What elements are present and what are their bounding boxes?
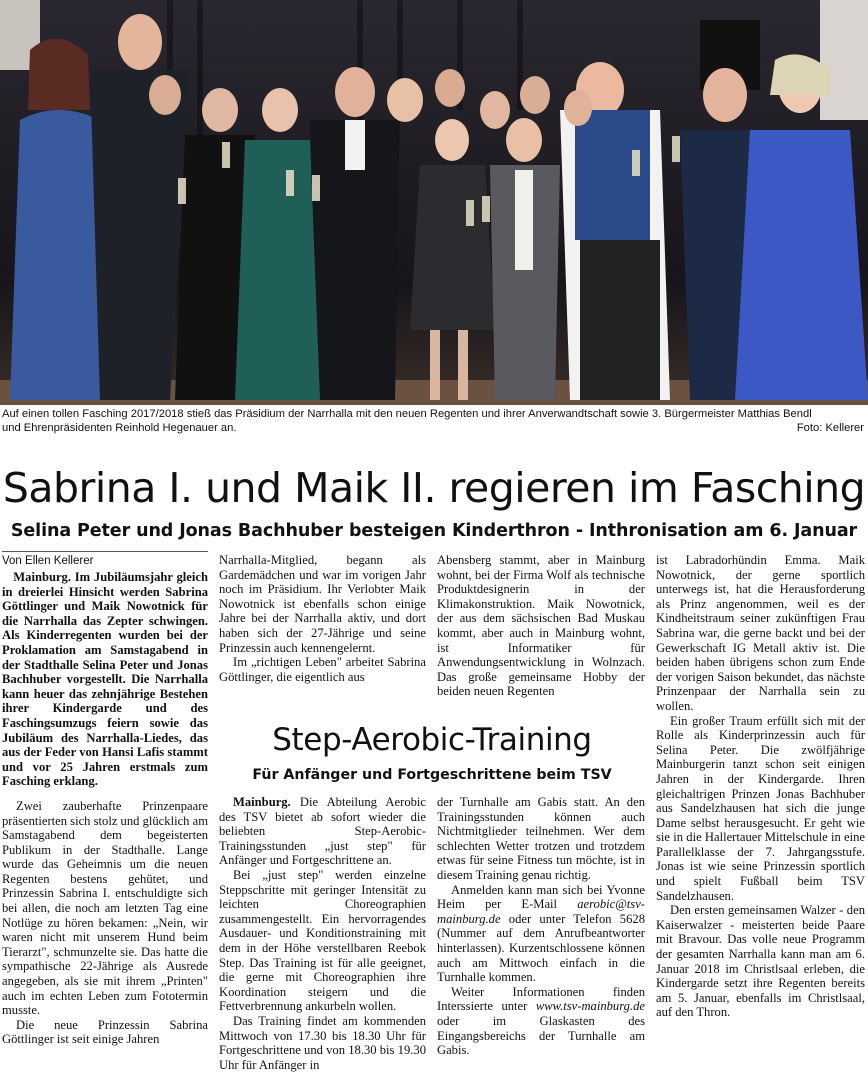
paragraph [437,985,645,1058]
caption-line-1: Auf einen tollen Fasching 2017/2018 stieß das Präsidium der Narrhalla mit den neuen Regenten und ihrer Anverwandtschaft sowie 3. Bürgermeister Matthias Bendl [2,408,812,420]
lead-place: Mainburg. [13,570,71,584]
headline: Sabrina I. und Maik II. regieren im Fasching [2,464,866,512]
box-lead-place: Mainburg. [233,795,291,809]
text-run: Weiter Informationen finden Interssierte unter [437,984,645,1014]
text-run: oder im Glaskasten des Eingangsbereichs der Turnhalle am Gabis. [437,1013,645,1058]
paragraph: Im „richtigen Leben" arbeitet Sabrina Göttlinger, die eigentlich aus [219,655,426,684]
article-column-4 [656,553,865,1020]
paragraph: Bei „just step" werden einzelne Steppschritte mit geringer Intensität zu leichten Choreographien zusammengestellt. Ein hervorragendes Ausdauer- und Konditionstraining mit dem in der Höhe verstellbaren Reebok Step. Das Training ist für alle geeignet, die gerne mit Choreographien ihre Koordination steigern und die Fettverbrennung ankurbeln wollen. [219,867,426,1014]
box-headline: Step-Aerobic-Training [272,722,592,758]
paragraph: ist Labradorhündin Emma. Maik Nowotnick, der gerne sportlich unterwegs ist, hat die Herausforderung als Prinz angenommen, weil es der Kindheitstraum seiner zukünftigen Frau Sabrina war, die gerne backt und bei der Gewerkschaft IG Metall aktiv ist. Die beiden haben übrigens schon zum Ende der vorigen Saison bekundet, das nächste Prinzenpaar der Narrhalla sein zu wollen. [656,553,865,713]
paragraph: Abensberg stammt, aber in Mainburg wohnt, bei der Firma Wolf als technische Produktdesignerin in der Klimakonstruktion. Maik Nowotnick, der aus dem sächsischen Bad Muskau kommt, aber auch in Mainburg wohnt, ist Informatiker für Anwendungsentwicklung in Wolnzach. Das große gemeinsame Hobby der beiden neuen Regenten [437,553,645,699]
box-column-1 [219,795,426,1072]
group-photo-illustration [0,0,868,405]
paragraph: Ein großer Traum erfüllt sich mit der Rolle als Kinderprinzessin auch für Selina Peter. Die zwölfjährige Mainburgerin tanzt schon seit einigen Jahren in der Kindergarde. Ihren gleichaltrigen Prinzen Jonas Bachhuber aus Sandelzhausen hat sich die junge Dame selbst herausgesucht. Er geht wie sie in die Hallertauer Mittelschule in eine Parallelklasse der 7. Jahrgangsstufe. Jonas ist wie seine Prinzessin sportlich und spielt Fußball beim TSV Sandelzhausen. [656,713,865,903]
byline: Von Ellen Kellerer [2,555,94,567]
paragraph [437,883,645,985]
text-run: oder unter Telefon 5628 (Nummer auf dem Anrufbeantworter hinterlassen). Kurzentschlossene können auch am Mittwoch einfach in die Turnhalle kommen. [437,911,645,985]
paragraph: der Turnhalle am Gabis statt. An den Trainingsstunden können auch Nichtmitglieder teilnehmen. Wer dem schlechten Wetter trotzen und trotzdem etwas für seine Fitness tun möchte, ist in diesem Training genau richtig. [437,795,645,882]
article-column-1 [2,570,208,1047]
photo-credit: Foto: Kellerer [796,422,864,434]
paragraph: Den ersten gemeinsamen Walzer - den Kaiserwalzer - meisterten beide Paare mit Bravour. Das volle neue Programm der gesamten Narrhalla kann man am 6. Januar 2018 im Christlsaal erleben, die Kindergarde setzt ihre Regenten bereits am 5. Januar, ebenfalls im Christlsaal, auf den Thron. [656,903,865,1020]
email-link[interactable]: aerobic@tsv-mainburg.de [437,897,645,926]
text-run: Anmelden kann man sich bei Yvonne Heim per E-Mail [437,882,645,912]
caption-line-2: und Ehrenpräsidenten Reinhold Hegenauer an. [2,422,237,434]
box-column-2 [437,795,645,1058]
paragraph [219,795,426,868]
box-subheadline: Für Anfänger und Fortgeschrittene beim TSV [252,767,612,783]
lead-paragraph [2,570,208,789]
box-lead-text: Die Abteilung Aerobic des TSV bietet ab sofort wieder die beliebten Step-Aerobic-Trainingsstunden „just step" für Anfänger und Fortgeschrittene an. [219,795,426,868]
photo-caption [2,407,866,435]
subheadline: Selina Peter und Jonas Bachhuber besteigen Kinderthron - Inthronisation am 6. Januar [10,521,858,541]
paragraph: Zwei zauberhafte Prinzenpaare präsentierten sich stolz und glücklich am Samstagabend dem begeisterten Publikum in der Stadthalle. Lange wurde das Geheimnis um die neuen Regenten bestens gehütet, und Prinzessin Sabrina I. entschuldigte sich bei allen, die noch am letzten Tag eine Notlüge zu hören bekamen: „Nein, wir waren nicht mit unserem Hund beim Tierarzt", schmunzelte sie. Das hatte die sympathische 22-Jährige als Ausrede angegeben, als sie mit ihrem „Printen" auch im echten Leben zum Fototermin musste. [2,798,208,1018]
article-column-2 [219,553,426,684]
byline-divider [2,551,208,552]
paragraph: Narrhalla-Mitglied, begann als Gardemädchen und war im vorigen Jahr noch im Präsidium. Ihr Verlobter Maik Nowotnick ist ebenfalls schon einige Jahre bei der Narrhalla aktiv, und dort haben sich der 27-Jährige und seine Prinzessin auch kennengelernt. [219,553,426,655]
paragraph: Das Training findet am kommenden Mittwoch von 17.30 bis 18.30 Uhr für Fortgeschrittene und von 18.30 bis 19.30 Uhr für Anfänger in [219,1013,426,1072]
paragraph: Die neue Prinzessin Sabrina Göttlinger ist seit einige Jahren [2,1017,208,1047]
group-photo [0,0,868,405]
lead-text: Im Jubiläumsjahr gleich in dreierlei Hinsicht werden Sabrina Göttlinger und Maik Nowotnick für die Narrhalla das Zepter schwingen. Als Kinderregenten wurden bei der Proklamation am Samstagabend in der Stadthalle Selina Peter und Jonas Bachhuber vorgestellt. Die Narrhalla kann heuer das zehnjährige Bestehen ihrer Kindergarde und des Faschingsumzugs feiern sowie das Jubiläum des Narrhalla-Liedes, das aus der Feder von Hansi Lafis stammt und vor 25 Jahren erstmals zum Fasching erklang. [2,570,208,789]
website-link[interactable]: www.tsv-mainburg.de [535,999,645,1014]
article-column-3 [437,553,645,699]
